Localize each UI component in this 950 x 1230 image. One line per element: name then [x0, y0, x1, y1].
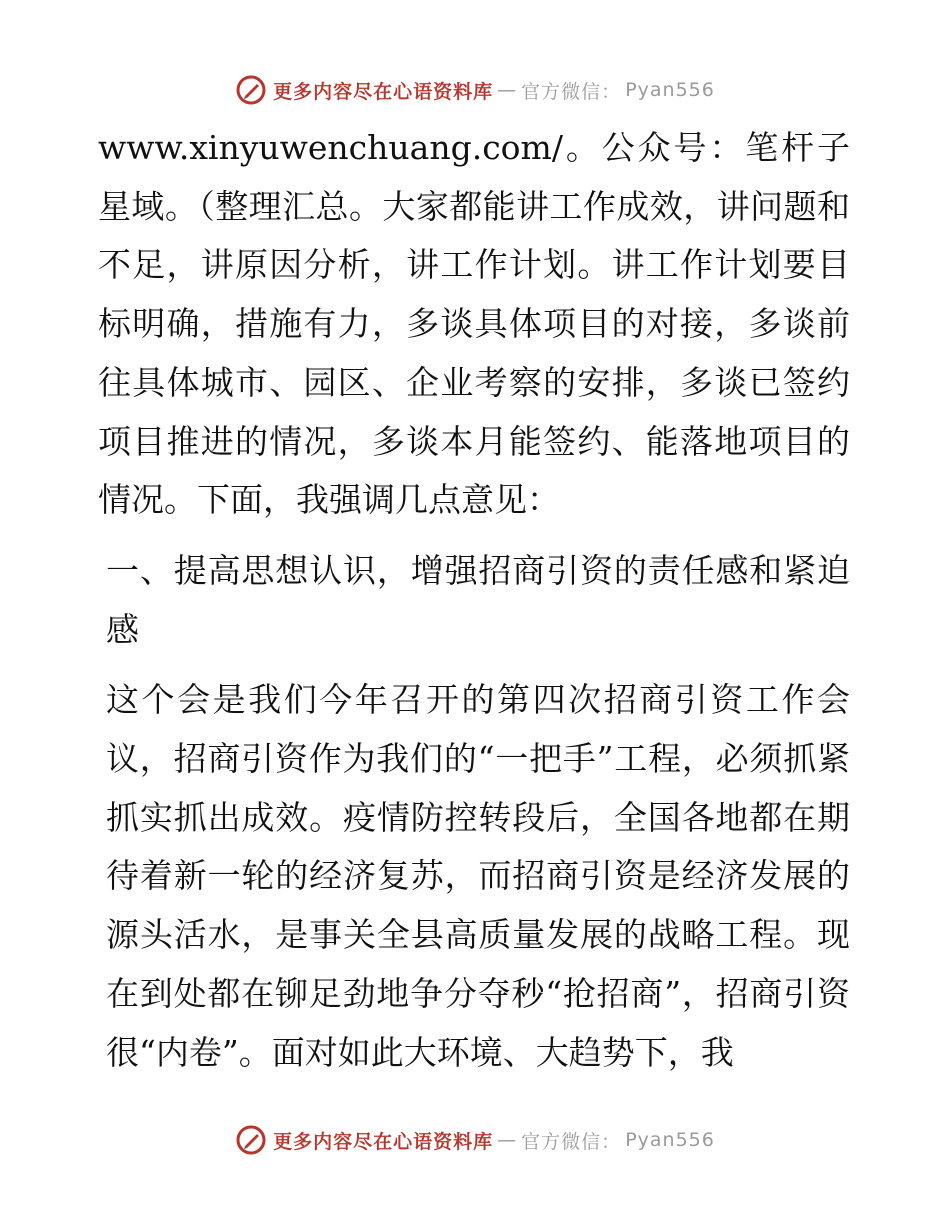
body-paragraph-2: 这个会是我们今年召开的第四次招商引资工作会议，招商引资作为我们的“一把手”工程，必须抓紧抓实抓出成效。疫情防控转段后，全国各地都在期待着新一轮的经济复苏，而招商引资是经济发展的源头活水，是事关全县高质量发展的战略工程。现在到处都在铆足劲地争分夺秒“抢招商”，招商引资很“内卷”。面对如此大环境、大趋势下，我: [106, 680, 850, 1072]
banner-dash: —: [497, 79, 518, 101]
banner-wechat-label: 官方微信：: [521, 80, 622, 103]
banner-wechat-label: 官方微信：: [521, 1130, 622, 1153]
header-watermark-banner: [0, 70, 950, 110]
document-body: [98, 119, 850, 1082]
pen-logo-icon: [235, 1124, 267, 1156]
banner-dash: —: [497, 1129, 518, 1151]
banner-wechat-id: Pyan556: [625, 79, 715, 101]
banner-wechat-id: Pyan556: [625, 1129, 715, 1151]
footer-watermark-banner: [0, 1120, 950, 1160]
banner-site-text: 更多内容尽在心语资料库: [273, 1130, 494, 1153]
pen-logo-icon: [235, 74, 267, 106]
intro-paragraph: www.xinyuwenchuang.com/。公众号：笔杆子星域。（整理汇总。大家都能讲工作成效，讲问题和不足，讲原因分析，讲工作计划。讲工作计划要目标明确，措施有力，多谈具体项目的对接，多谈前往具体城市、园区、企业考察的安排，多谈已签约项目推进的情况，多谈本月能签约、能落地项目的情况。下面，我强调几点意见：: [98, 128, 850, 520]
section-heading-1: 一、提高思想认识，增强招商引资的责任感和紧迫感: [106, 550, 850, 649]
banner-site-text: 更多内容尽在心语资料库: [273, 80, 494, 103]
